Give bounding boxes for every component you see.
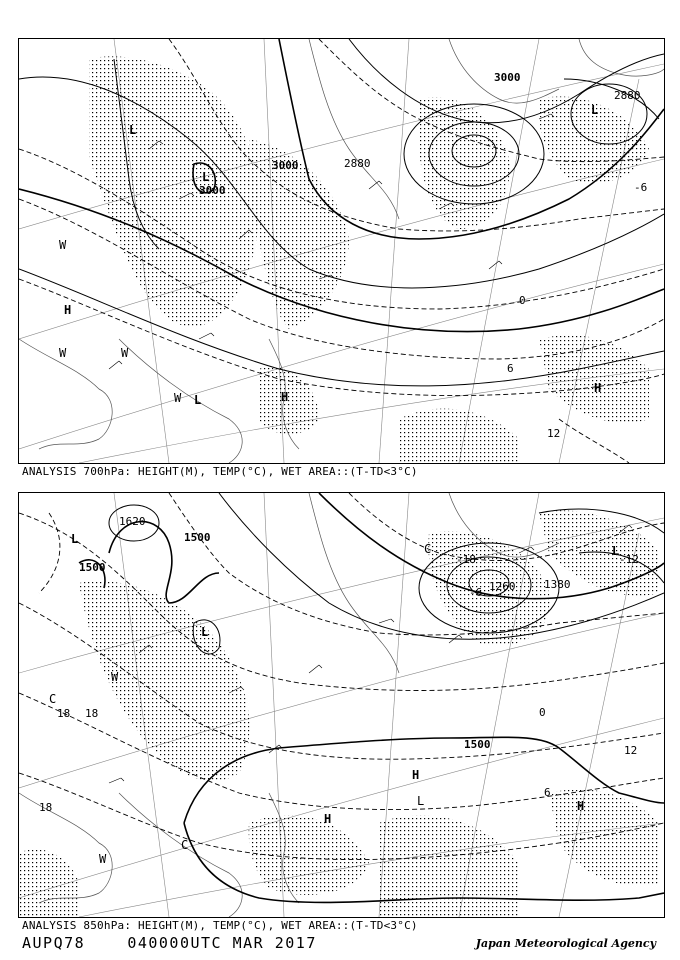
- height-label: 1500: [184, 531, 211, 544]
- high-center: H: [64, 303, 72, 317]
- temperature-label: 18: [39, 801, 53, 814]
- low-center: L: [202, 170, 210, 184]
- height-label: 3000: [494, 71, 521, 84]
- temperature-label: 0: [539, 706, 546, 719]
- cold-center: C: [424, 542, 432, 556]
- map-850hpa: [18, 492, 665, 918]
- temperature-label: -12: [619, 553, 639, 566]
- temperature-label: 6: [507, 362, 514, 375]
- chart-identifier: [22, 934, 317, 952]
- cold-center: C: [181, 838, 189, 852]
- map-850hpa-canvas: [19, 493, 664, 917]
- temperature-label: 6: [544, 786, 551, 799]
- warm-center: W: [121, 346, 129, 360]
- temperature-label: 12: [547, 427, 561, 440]
- chart-datetime: 040000UTC MAR 2017: [127, 934, 317, 952]
- height-label: 3000: [199, 184, 226, 197]
- high-center: H: [577, 799, 585, 813]
- low-center: L: [612, 544, 620, 558]
- map-700hpa-canvas: [19, 39, 664, 463]
- temperature-label: -18: [456, 553, 476, 566]
- low-center: L: [71, 532, 79, 546]
- warm-center: W: [59, 346, 67, 360]
- map-850hpa-caption: ANALYSIS 850hPa: HEIGHT(M), TEMP(°C), WET AREA::(T-TD<3°C): [22, 919, 418, 932]
- height-label: 1500: [79, 561, 106, 574]
- low-center: L: [591, 103, 599, 117]
- temperature-label: 12: [624, 744, 638, 757]
- low-center: L: [201, 625, 209, 639]
- warm-center: W: [174, 391, 182, 405]
- temperature-label: 18: [57, 707, 71, 720]
- temperature-label: 0: [519, 294, 526, 307]
- height-label: 2880: [344, 157, 371, 170]
- map-700hpa: [18, 38, 665, 464]
- chart-code: AUPQ78: [22, 934, 86, 952]
- height-label: 1500: [464, 738, 491, 751]
- map-700hpa-caption: ANALYSIS 700hPa: HEIGHT(M), TEMP(°C), WET AREA::(T-TD<3°C): [22, 465, 418, 478]
- temperature-label: 18: [85, 707, 99, 720]
- high-center: H: [281, 390, 289, 404]
- low-center: L: [129, 123, 137, 137]
- temperature-label: -6: [634, 181, 648, 194]
- high-center: H: [412, 768, 420, 782]
- height-label: 3000: [272, 159, 299, 172]
- cold-center: C: [49, 692, 57, 706]
- height-label: 1380: [544, 578, 571, 591]
- high-center: H: [594, 381, 602, 395]
- temperature-label: -6: [469, 586, 483, 599]
- height-label: 1260: [489, 580, 516, 593]
- high-center: H: [324, 812, 332, 826]
- height-label: 2880: [614, 89, 641, 102]
- low-center: L: [194, 393, 202, 407]
- height-label: 1620: [119, 515, 146, 528]
- warm-center: W: [99, 852, 107, 866]
- warm-center: W: [111, 670, 119, 684]
- low-center: L: [417, 794, 425, 808]
- agency-name: Japan Meteorological Agency: [475, 937, 656, 950]
- warm-center: W: [59, 238, 67, 252]
